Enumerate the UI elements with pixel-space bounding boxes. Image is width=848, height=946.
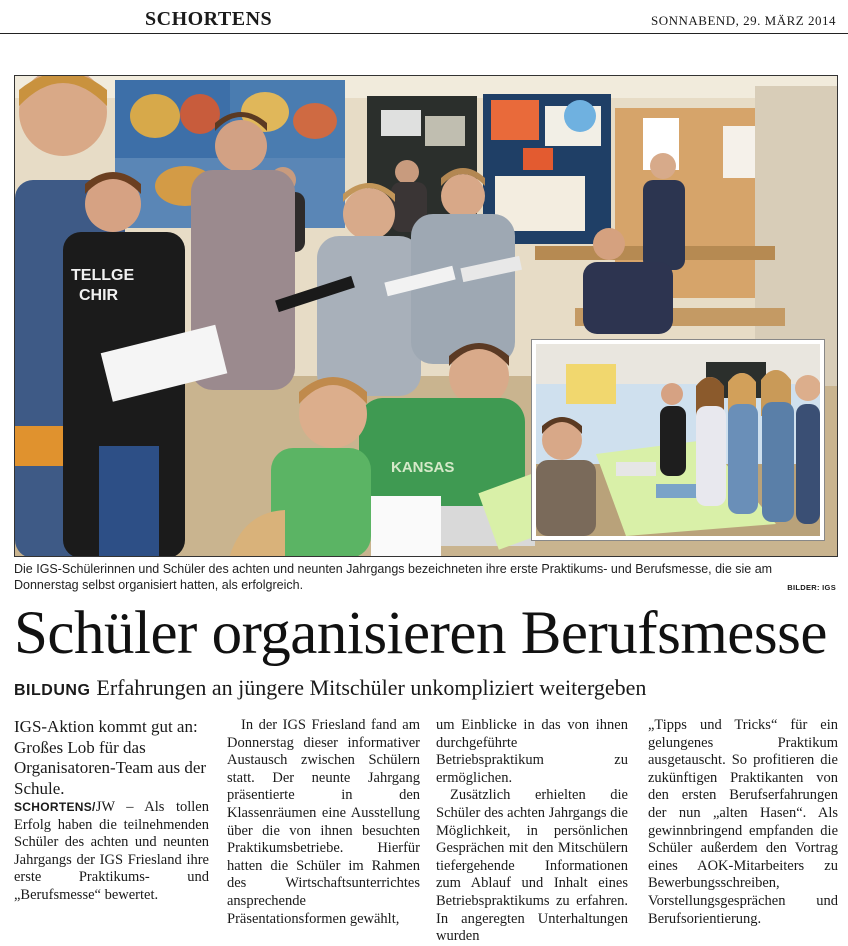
byline-place: SCHORTENS/ <box>14 800 96 814</box>
shirt-print-2: CHIR <box>79 287 119 304</box>
body-paragraph-continued: „Tipps und Tricks“ für ein gelungenes Praktikum ausgetauscht. So profitieren die zukünftigen Praktikanten von den ersten Berufserfahrungen der nun „alten Hasen“. Als gewinnbringend empfanden die Schüler außerdem den Vortrag eines AOK-Mitarbeiters zu Bewerbungsschreiben, Vorstellungsgesprächen und Berufsorientierung. <box>648 717 838 927</box>
article-column-4 <box>648 717 838 928</box>
body-paragraph-continued: um Einblicke in das von ihnen durchgeführte Betriebspraktikum zu ermöglichen. <box>436 717 628 786</box>
issue-date: SONNABEND, 29. MÄRZ 2014 <box>651 13 836 28</box>
section-title: SCHORTENS <box>145 8 273 30</box>
photo-credit: BILDER: IGS <box>787 583 836 592</box>
article-headline: Schüler organisieren Berufsmesse <box>14 600 827 667</box>
article-column-2 <box>227 717 420 928</box>
lead-text: – Als tollen Erfolg haben die teilnehmenden Schüler des achten und neunten Jahrgangs der IGS Friesland ihre erste Praktikums- und „Berufsmesse“ bewertet. <box>14 799 209 903</box>
fair-illustration <box>536 344 820 536</box>
header-rule <box>0 33 848 34</box>
byline-author: JW <box>95 799 115 815</box>
article-kicker: BILDUNG <box>14 682 91 699</box>
article-teaser: IGS-Aktion kommt gut an: Großes Lob für das Organisatoren-Team aus der Schule. <box>14 717 207 798</box>
shirt-print: TELLGE <box>71 267 135 284</box>
subheadline-row <box>14 675 646 701</box>
inset-photo <box>532 340 824 540</box>
hoodie-print: KANSAS <box>391 459 455 476</box>
body-paragraph: Zusätzlich erhielten die Schüler des achten Jahrgangs die Möglichkeit, in persönlichen Gesprächen mit den Mitschülern tiefergehende Informationen zum Ablauf und Inhalt eines Betriebspraktikums zu erfahren. In angeregten Unterhaltungen wurden <box>436 787 628 945</box>
article-column-1 <box>14 717 209 905</box>
lead-paragraph <box>14 799 209 905</box>
body-paragraph: In der IGS Friesland fand am Donnerstag dieser informativer Austausch zwischen Schülern statt. Der neunte Jahrgang präsentierte in den Klassenräumen eine Ausstellung über die von ihnen besuchten Praktikumsbetriebe. Hierfür hatten die Schüler im Rahmen des Wirtschaftsunterrichtes ansprechende Präsentationsformen gewählt, <box>227 717 420 927</box>
article-subheadline: Erfahrungen an jüngere Mitschüler unkompliziert weitergeben <box>96 675 647 700</box>
article-column-3 <box>436 717 628 946</box>
photo-caption: Die IGS-Schülerinnen und Schüler des achten und neunten Jahrgangs bezeichneten ihre erste Praktikums- und Berufsmesse, die sie am Donnerstag selbst organisiert hatten, als erfolgreich. <box>14 562 773 592</box>
